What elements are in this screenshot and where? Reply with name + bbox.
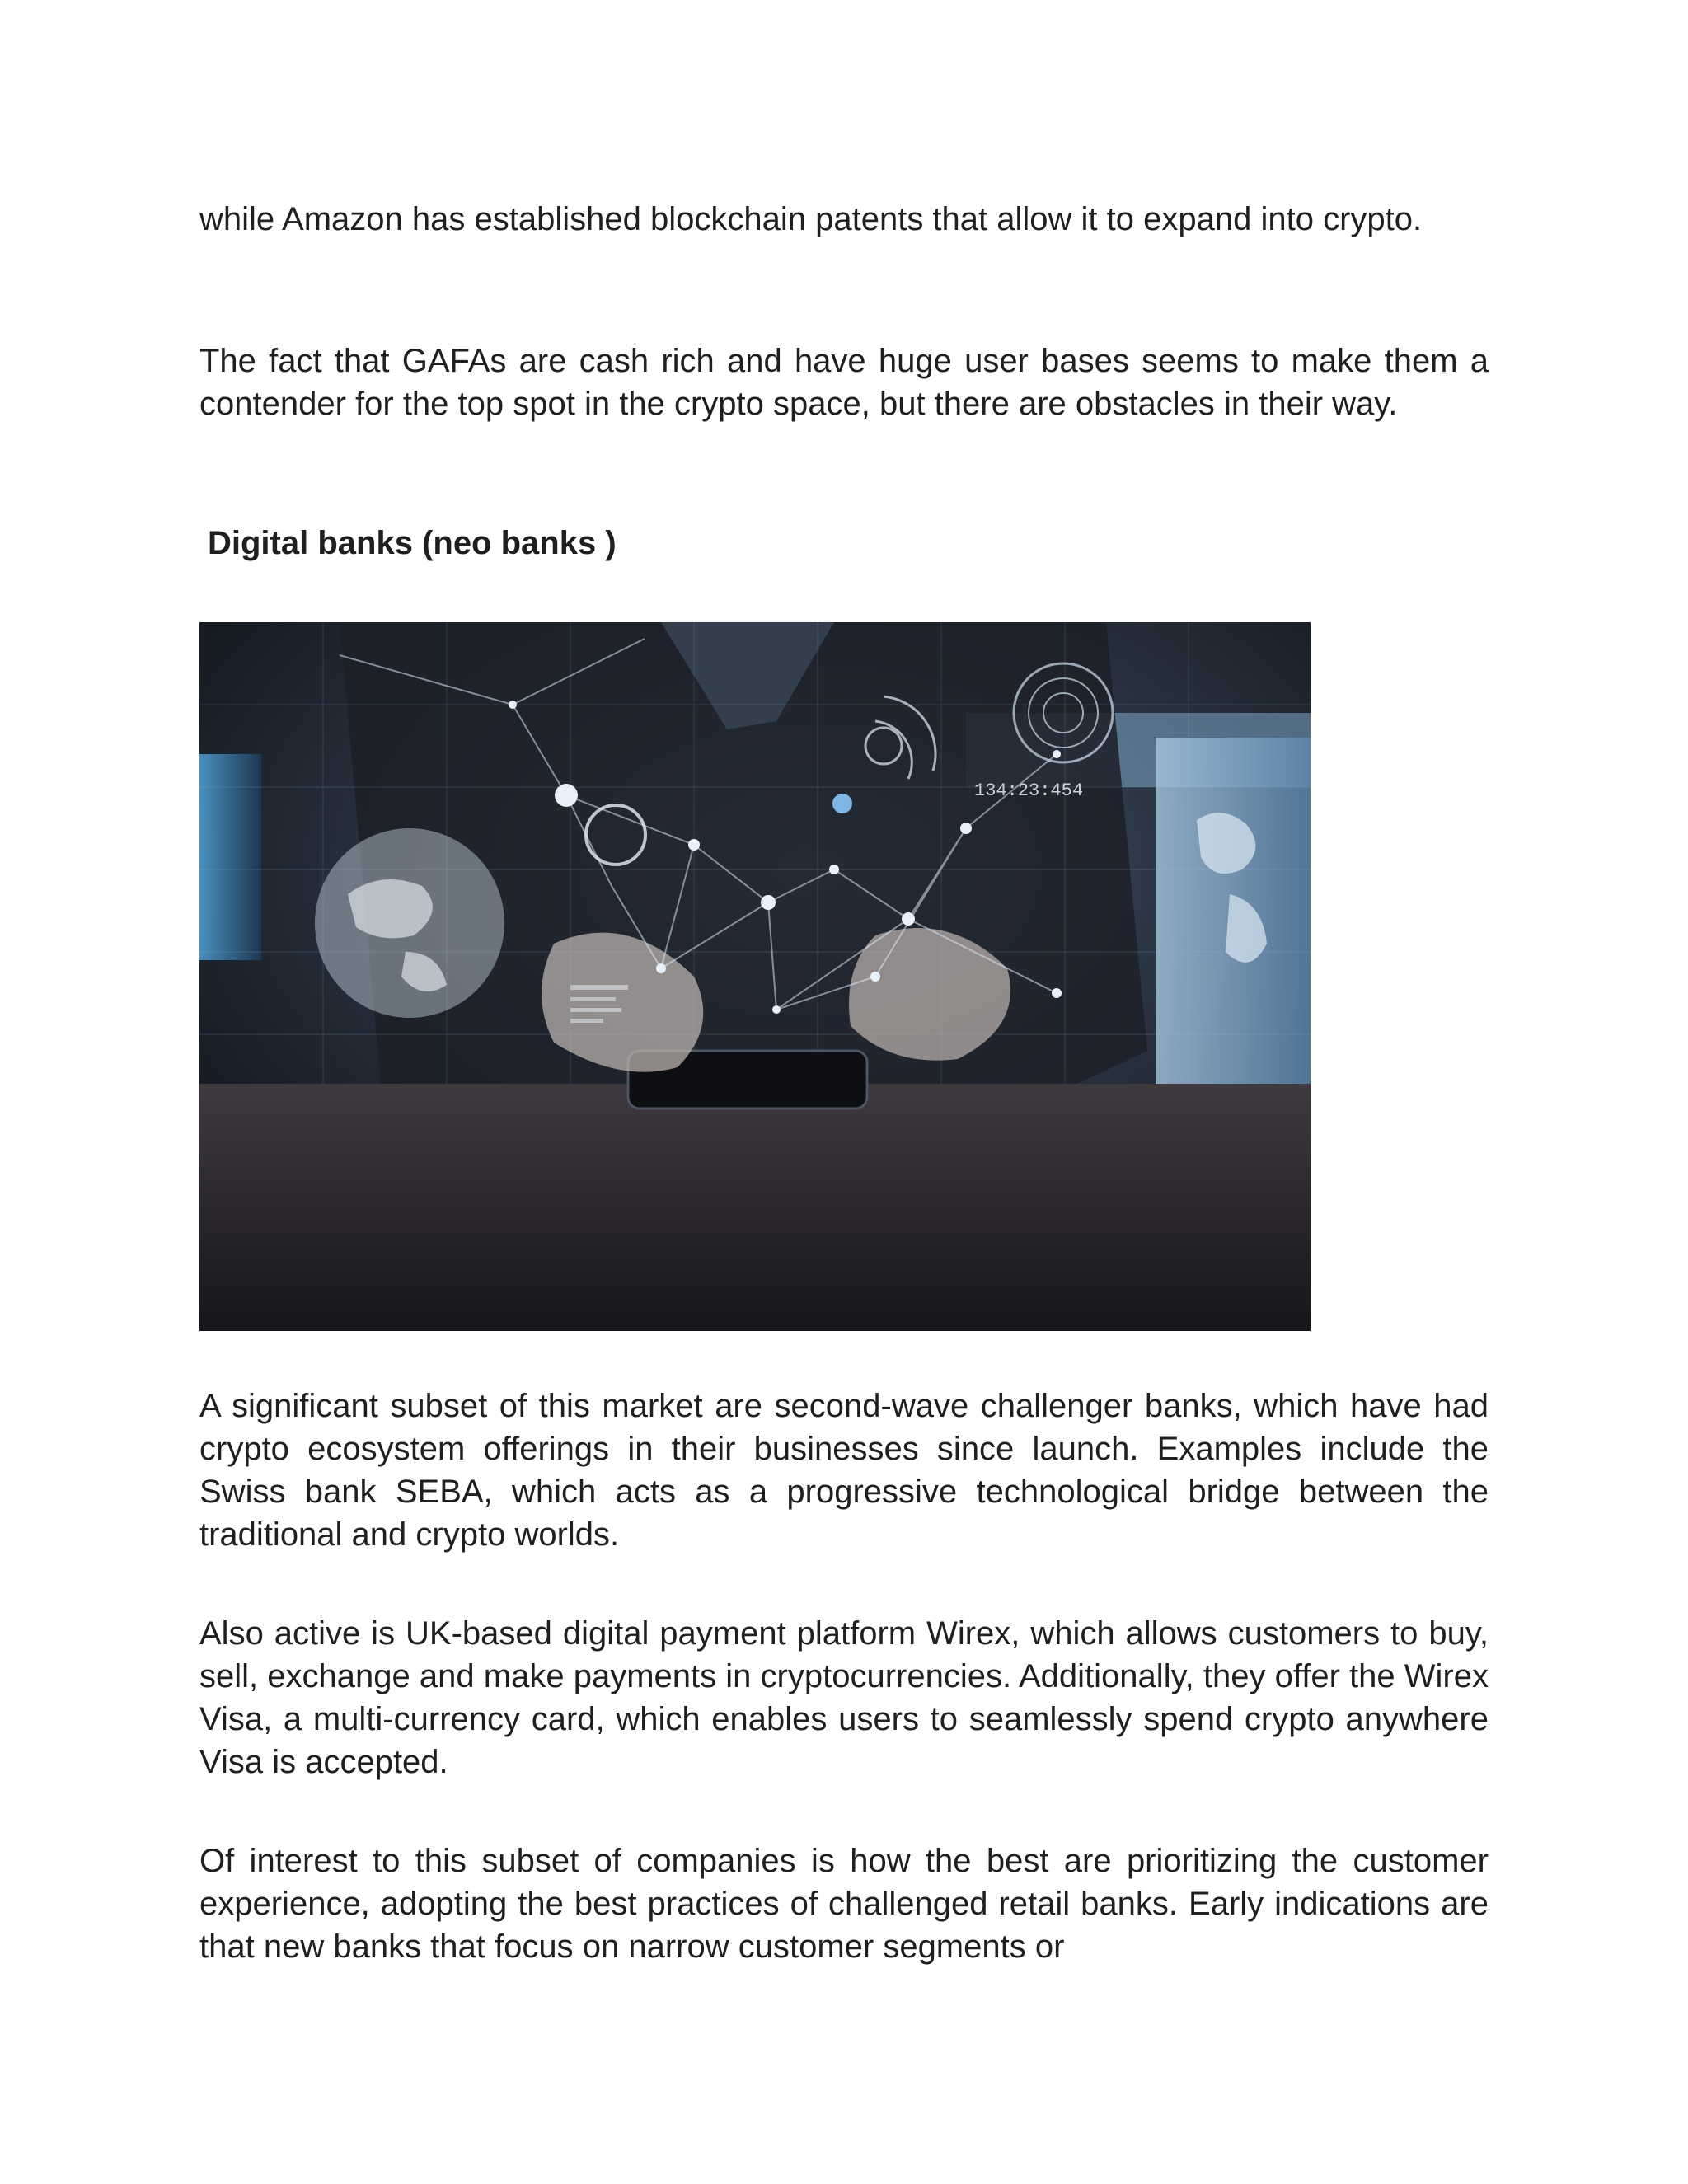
paragraph-challenger-banks: A significant subset of this market are second-wave challenger banks, which have had crypto ecosystem offerings in their businesses since launch. Examples include the Swiss bank SEBA, which acts as a progressive technological bridge between the traditional and crypto worlds. — [199, 1388, 1489, 1553]
left-screen-glow — [199, 754, 261, 960]
section-heading-digital-banks: Digital banks (neo banks ) — [208, 525, 617, 561]
paragraph-customer-experience: Of interest to this subset of companies is how the best are prioritizing the customer experience, adopting the best practices of challenged retail banks. Early indications are that new banks that focus on narrow customer segments or — [199, 1843, 1489, 1965]
illustration-svg — [199, 622, 1311, 1331]
paragraph-gafas: The fact that GAFAs are cash rich and have huge user bases seems to make them a contender for the top spot in the crypto space, but there are obstacles in their way. — [199, 343, 1489, 422]
hud-readout: 134:23:454 — [974, 780, 1084, 801]
table-surface — [199, 1084, 1311, 1331]
digital-banking-illustration — [199, 622, 1311, 1331]
paragraph-amazon: while Amazon has established blockchain patents that allow it to expand into crypto. — [199, 201, 1423, 237]
paragraph-wirex: Also active is UK-based digital payment platform Wirex, which allows customers to buy, sell, exchange and make payments in cryptocurrencies. Additionally, they offer the Wirex Visa, a multi-currency card, which enables users to seamlessly spend crypto anywhere Visa is accepted. — [199, 1615, 1489, 1780]
